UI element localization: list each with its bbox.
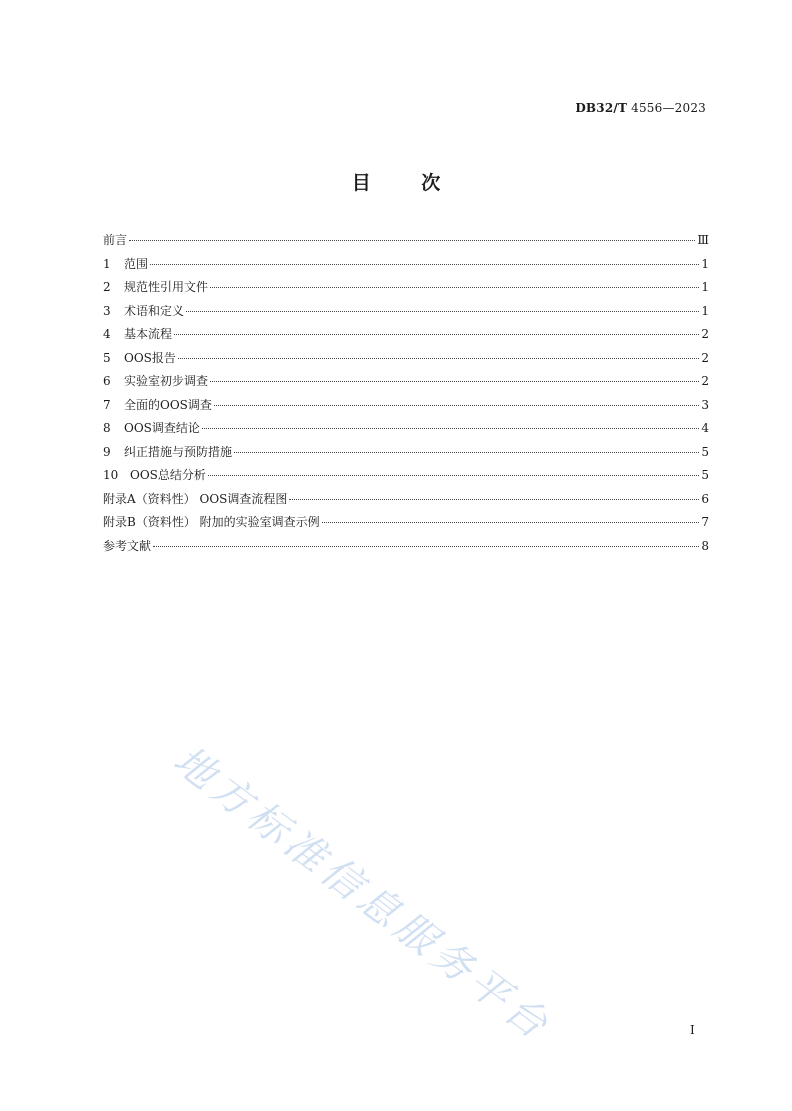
toc-label: 范围: [124, 256, 149, 271]
toc-label: OOS总结分析: [130, 468, 206, 482]
toc-entry-bibliography[interactable]: [103, 537, 709, 561]
toc-number: 7: [103, 397, 111, 412]
toc-leader: [289, 499, 699, 500]
toc-entry-appendix-a[interactable]: [103, 490, 709, 514]
toc-entry-corrective-preventive[interactable]: [103, 443, 709, 467]
toc-page-number: Ⅲ: [697, 233, 709, 247]
toc-entry-basic-process[interactable]: [103, 325, 709, 349]
toc-page-number: 4: [701, 421, 709, 435]
toc-entry-summary-analysis[interactable]: [103, 466, 709, 490]
toc-leader: [208, 475, 699, 476]
toc-leader: [174, 334, 699, 335]
toc-number: 10: [103, 468, 119, 482]
watermark: 地方标准信息服务平台: [164, 737, 560, 1051]
toc-label: OOS报告: [124, 350, 176, 365]
toc-number: 9: [103, 444, 111, 459]
toc-label: OOS调查结论: [124, 421, 200, 435]
toc-leader: [153, 546, 699, 547]
toc-leader: [214, 405, 699, 406]
toc-number: 1: [103, 256, 111, 271]
toc-label: 全面的OOS调查: [124, 397, 212, 412]
toc-leader: [202, 428, 699, 429]
page-number: I: [690, 1023, 695, 1037]
table-of-contents: [103, 231, 709, 560]
toc-entry-preliminary-investigation[interactable]: [103, 372, 709, 396]
toc-leader: [322, 522, 699, 523]
toc-label: 基本流程: [124, 327, 173, 341]
toc-number: 8: [103, 421, 111, 435]
toc-leader: [210, 381, 699, 382]
toc-label: 参考文献: [103, 538, 152, 553]
toc-leader: [150, 264, 699, 265]
toc-entry-investigation-conclusion[interactable]: [103, 419, 709, 443]
toc-label: 前言: [103, 233, 128, 247]
toc-page-number: 2: [701, 327, 709, 341]
standard-code: 4556—2023: [631, 101, 706, 115]
toc-page-number: 2: [701, 374, 709, 388]
toc-page-number: 5: [701, 444, 709, 459]
toc-entry-appendix-b[interactable]: [103, 513, 709, 537]
toc-leader: [210, 287, 699, 288]
toc-entry-terms-definitions[interactable]: [103, 302, 709, 326]
toc-label: 纠正措施与预防措施: [124, 444, 233, 459]
toc-page-number: 7: [701, 515, 709, 529]
toc-page-number: 1: [701, 280, 709, 294]
standard-prefix: DB32/T: [575, 101, 628, 115]
toc-number: 4: [103, 327, 111, 341]
toc-entry-normative-references[interactable]: [103, 278, 709, 302]
toc-page-number: 3: [701, 397, 709, 412]
toc-number: 2: [103, 280, 111, 294]
toc-leader: [186, 311, 699, 312]
page-title: 目 次: [351, 172, 463, 194]
toc-leader: [129, 240, 695, 241]
toc-label: 术语和定义: [124, 303, 185, 318]
toc-entry-foreword[interactable]: [103, 231, 709, 255]
toc-page-number: 1: [701, 256, 709, 271]
toc-page-number: 2: [701, 350, 709, 365]
toc-entry-oos-report[interactable]: [103, 349, 709, 373]
toc-label: 附录B（资料性） 附加的实验室调查示例: [103, 515, 320, 529]
toc-label: 实验室初步调查: [124, 374, 209, 388]
toc-number: 6: [103, 374, 111, 388]
toc-leader: [178, 358, 699, 359]
toc-page-number: 5: [701, 468, 709, 482]
toc-number: 3: [103, 303, 111, 318]
standard-number: [575, 101, 706, 115]
toc-leader: [234, 452, 699, 453]
toc-page-number: 8: [701, 538, 709, 553]
toc-page-number: 6: [701, 491, 709, 506]
toc-entry-full-investigation[interactable]: [103, 396, 709, 420]
toc-number: 5: [103, 350, 111, 365]
toc-entry-scope[interactable]: [103, 255, 709, 279]
toc-page-number: 1: [701, 303, 709, 318]
toc-label: 规范性引用文件: [124, 280, 209, 294]
toc-label: 附录A（资料性） OOS调查流程图: [103, 491, 288, 506]
